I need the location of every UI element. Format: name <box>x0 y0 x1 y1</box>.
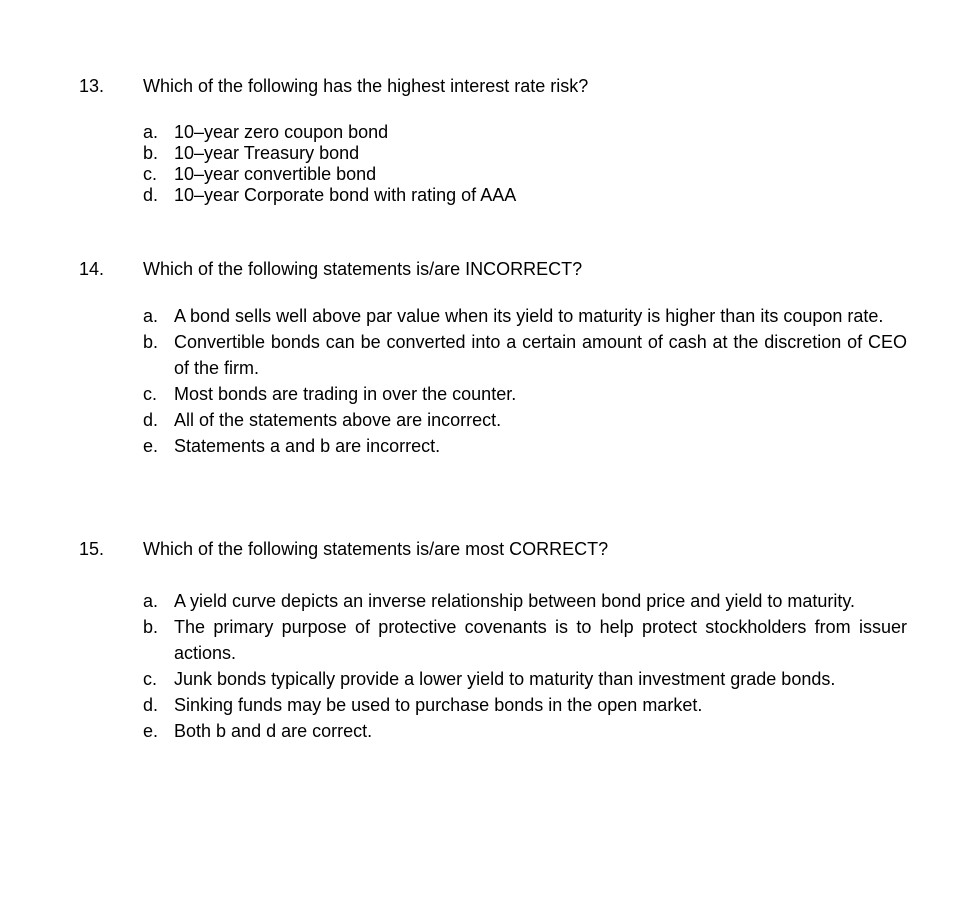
option-text: 10–year zero coupon bond <box>174 122 389 142</box>
option-13d <box>143 185 907 206</box>
option-text: Both b and d are correct. <box>174 721 373 741</box>
option-14e <box>143 433 907 459</box>
option-text: 10–year Corporate bond with rating of AAA <box>174 185 517 205</box>
option-letter: e. <box>143 436 159 456</box>
options-list-15 <box>143 588 907 744</box>
option-letter: e. <box>143 721 159 741</box>
option-letter: d. <box>143 695 159 715</box>
option-letter: c. <box>143 384 158 404</box>
option-letter: d. <box>143 410 159 430</box>
option-text: A bond sells well above par value when its yield to maturity is higher than its coupon rate. <box>174 306 884 326</box>
option-text: 10–year Treasury bond <box>174 143 360 163</box>
option-letter: b. <box>143 617 159 637</box>
option-text: A yield curve depicts an inverse relationship between bond price and yield to maturity. <box>174 591 856 611</box>
option-letter: c. <box>143 669 158 689</box>
question-text: Which of the following has the highest interest rate risk? <box>143 76 589 96</box>
option-letter: b. <box>143 332 159 352</box>
option-text: 10–year convertible bond <box>174 164 377 184</box>
option-text: Statements a and b are incorrect. <box>174 436 441 456</box>
option-15d <box>143 692 907 718</box>
option-14b <box>143 329 907 381</box>
question-text: Which of the following statements is/are most CORRECT? <box>143 539 609 559</box>
option-letter: a. <box>143 591 159 611</box>
option-15c <box>143 666 907 692</box>
option-text: All of the statements above are incorrect. <box>174 410 502 430</box>
option-text: Convertible bonds can be converted into a certain amount of cash at the discretion of CEO of the firm. <box>174 332 907 378</box>
option-14a <box>143 303 907 329</box>
option-15e <box>143 718 907 744</box>
option-text: Sinking funds may be used to purchase bonds in the open market. <box>174 695 703 715</box>
option-letter: a. <box>143 306 159 326</box>
option-15b <box>143 614 907 666</box>
question-number: 15. <box>79 539 105 559</box>
option-text: Junk bonds typically provide a lower yield to maturity than investment grade bonds. <box>174 669 836 689</box>
question-number: 13. <box>79 76 105 96</box>
option-13c <box>143 164 907 185</box>
option-letter: b. <box>143 143 159 163</box>
option-14c <box>143 381 907 407</box>
question-text: Which of the following statements is/are INCORRECT? <box>143 259 583 279</box>
option-text: The primary purpose of protective covenants is to help protect stockholders from issuer actions. <box>174 617 907 663</box>
option-letter: c. <box>143 164 158 184</box>
option-13a <box>143 122 907 143</box>
question-number: 14. <box>79 259 105 279</box>
option-letter: d. <box>143 185 159 205</box>
option-15a <box>143 588 907 614</box>
option-14d <box>143 407 907 433</box>
options-list-14 <box>143 303 907 459</box>
options-list-13 <box>143 122 907 206</box>
option-letter: a. <box>143 122 159 142</box>
option-text: Most bonds are trading in over the counter. <box>174 384 517 404</box>
option-13b <box>143 143 907 164</box>
